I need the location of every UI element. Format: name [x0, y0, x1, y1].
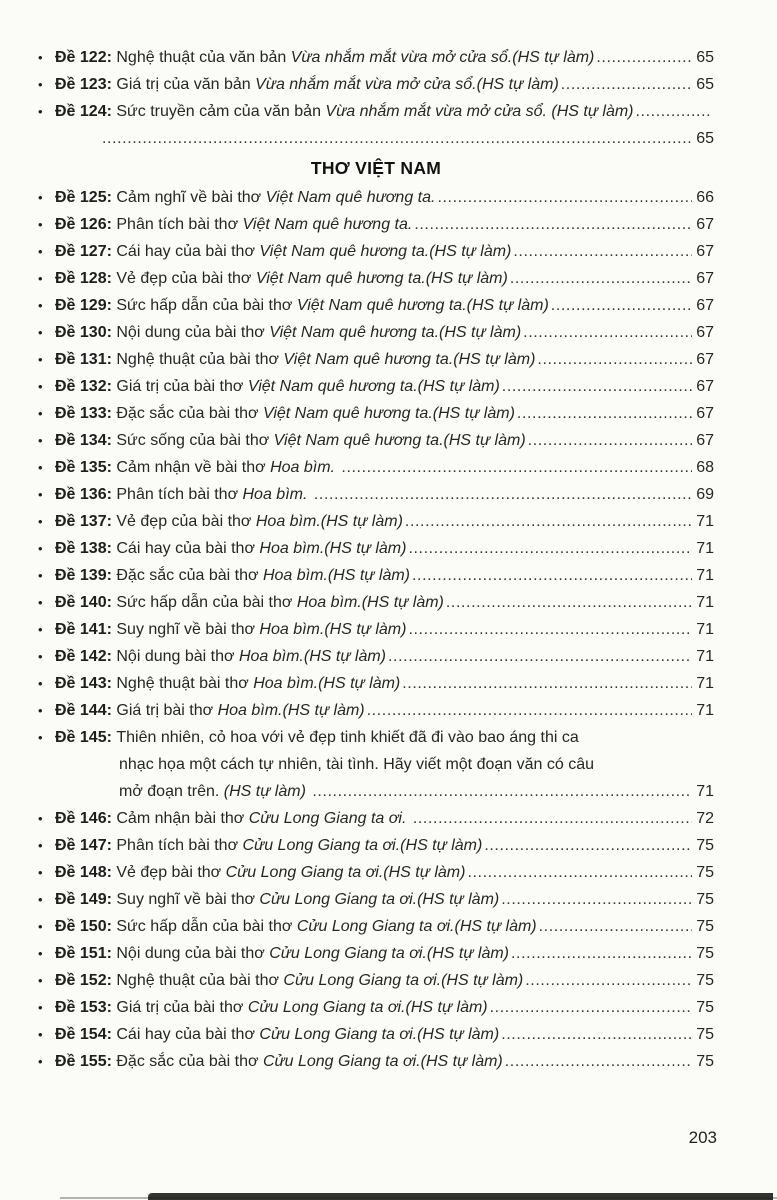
toc-entry	[38, 643, 714, 670]
entry-page: 75	[696, 1053, 714, 1070]
toc-entry	[38, 373, 714, 400]
entry-label: Đề 141:	[55, 621, 117, 638]
toc-entry	[38, 346, 714, 373]
entry-label: Đề 153:	[55, 999, 117, 1016]
entry-page: 71	[696, 513, 714, 530]
bullet-icon: •	[38, 190, 43, 205]
entry-title: Cửu Long Giang ta ơi.(HS tự làm)	[225, 864, 466, 881]
toc-entry	[38, 508, 714, 535]
entry-title: Việt Nam quê hương ta.(HS tự làm)	[247, 378, 500, 395]
bullet-icon: •	[38, 298, 43, 313]
bullet-icon: •	[38, 325, 43, 340]
leader-dots	[413, 805, 692, 832]
toc-entry-overflow	[38, 125, 714, 152]
bullet-icon: •	[38, 460, 43, 475]
entry-page: 75	[696, 864, 714, 881]
bullet-icon: •	[38, 568, 43, 583]
leader-dots	[467, 859, 692, 886]
entry-title: Cửu Long Giang ta ơi.(HS tự làm)	[283, 972, 524, 989]
entry-text: Giá trị của bài thơ	[116, 999, 248, 1016]
entry-page: 75	[696, 1026, 714, 1043]
entry-page: 65	[696, 76, 714, 93]
leader-dots	[511, 940, 692, 967]
entry-title: Cửu Long Giang ta ơi.(HS tự làm)	[259, 891, 500, 908]
entry-text: Cái hay của bài thơ	[116, 1026, 260, 1043]
leader-dots	[490, 994, 693, 1021]
entry-page: 67	[696, 270, 714, 287]
entry-text: Sức truyền cảm của văn bản	[116, 103, 326, 120]
toc-entry	[38, 994, 714, 1021]
leader-dots	[412, 562, 692, 589]
entry-text: Sức sống của bài thơ	[116, 432, 274, 449]
leader-dots	[537, 346, 692, 373]
entry-page: 71	[696, 567, 714, 584]
entry-title: Vừa nhắm mắt vừa mở cửa sổ.(HS tự làm)	[290, 49, 595, 66]
bullet-icon: •	[38, 892, 43, 907]
leader-dots	[405, 508, 692, 535]
entry-label: Đề 154:	[55, 1026, 117, 1043]
leader-dots	[414, 211, 692, 238]
toc-entry	[38, 454, 714, 481]
leader-dots	[388, 643, 692, 670]
entry-page: 71	[696, 540, 714, 557]
leader-dots	[561, 71, 692, 98]
entry-text: Đặc sắc của bài thơ	[116, 1053, 263, 1070]
entry-label: Đề 129:	[55, 297, 117, 314]
leader-dots	[341, 454, 692, 481]
bullet-icon: •	[38, 1054, 43, 1069]
entry-title: Hoa bìm.(HS tự làm)	[238, 648, 387, 665]
entry-label: Đề 137:	[55, 513, 117, 530]
entry-text: Phân tích bài thơ	[116, 837, 243, 854]
entry-label: Đề 128:	[55, 270, 117, 287]
leader-dots	[402, 670, 692, 697]
toc-entry	[38, 265, 714, 292]
leader-dots	[523, 319, 692, 346]
entry-page: 75	[696, 837, 714, 854]
entry-label: Đề 142:	[55, 648, 117, 665]
entry-label: Đề 135:	[55, 459, 117, 476]
leader-dots	[551, 292, 692, 319]
toc-entry	[38, 535, 714, 562]
toc-entry	[38, 238, 714, 265]
toc-entry	[38, 616, 714, 643]
entry-page: 71	[696, 621, 714, 638]
entry-text: Đặc sắc của bài thơ	[116, 405, 263, 422]
toc-entry	[38, 562, 714, 589]
bullet-icon: •	[38, 406, 43, 421]
bullet-icon: •	[38, 433, 43, 448]
entry-text: Sức hấp dẫn của bài thơ	[116, 594, 297, 611]
entry-label: Đề 149:	[55, 891, 117, 908]
entry-page: 71	[696, 648, 714, 665]
toc-entry	[38, 319, 714, 346]
toc-entry	[38, 940, 714, 967]
entry-page: 69	[696, 486, 714, 503]
bullet-icon: •	[38, 487, 43, 502]
entry-text: Suy nghĩ về bài thơ	[116, 891, 260, 908]
entry-page: 75	[696, 918, 714, 935]
entry-text: Nội dung của bài thơ	[116, 945, 270, 962]
leader-dots	[408, 535, 692, 562]
entry-label: Đề 123:	[55, 76, 117, 93]
toc-entry	[38, 724, 714, 751]
entry-text: Phân tích bài thơ	[116, 486, 243, 503]
entry-page: 71	[696, 783, 714, 800]
entry-label: Đề 125:	[55, 189, 117, 206]
entry-label: Đề 131:	[55, 351, 117, 368]
entry-title: Hoa bìm.(HS tự làm)	[296, 594, 444, 611]
entry-title: (HS tự làm)	[223, 783, 311, 800]
entry-page: 66	[696, 189, 714, 206]
entry-title: Hoa bìm.(HS tự làm)	[259, 621, 407, 638]
toc-entry	[38, 670, 714, 697]
bullet-icon: •	[38, 865, 43, 880]
entry-label: Đề 147:	[55, 837, 117, 854]
bullet-icon: •	[38, 50, 43, 65]
toc-entry	[38, 697, 714, 724]
toc-entry	[38, 184, 714, 211]
entry-page: 67	[696, 378, 714, 395]
entry-page: 67	[696, 351, 714, 368]
entry-title: Cửu Long Giang ta ơi.(HS tự làm)	[262, 1053, 503, 1070]
bullet-icon: •	[38, 676, 43, 691]
bullet-icon: •	[38, 919, 43, 934]
bullet-icon: •	[38, 595, 43, 610]
leader-dots	[437, 184, 692, 211]
toc-entry	[38, 589, 714, 616]
entry-text: Vẻ đẹp bài thơ	[116, 864, 226, 881]
entry-text: Sức hấp dẫn của bài thơ	[116, 918, 297, 935]
entry-text: Vẻ đẹp của bài thơ	[116, 513, 256, 530]
entry-label: Đề 139:	[55, 567, 117, 584]
entry-page: 67	[696, 216, 714, 233]
entry-label: Đề 130:	[55, 324, 117, 341]
entry-label: Đề 143:	[55, 675, 117, 692]
entry-text: Giá trị của bài thơ	[116, 378, 248, 395]
entry-label: Đề 132:	[55, 378, 117, 395]
entry-page: 67	[696, 297, 714, 314]
scan-edge	[148, 1193, 773, 1200]
entry-label: Đề 133:	[55, 405, 117, 422]
entry-label: Đề 150:	[55, 918, 117, 935]
bullet-icon: •	[38, 1027, 43, 1042]
entry-title: Việt Nam quê hương ta.	[242, 216, 413, 233]
entry-text: Cảm nhận bài thơ	[116, 810, 249, 827]
leader-dots	[539, 913, 693, 940]
bullet-icon: •	[38, 1000, 43, 1015]
leader-dots	[528, 427, 693, 454]
entry-text: Cái hay của bài thơ	[116, 243, 260, 260]
toc-entry-line	[38, 778, 714, 805]
page-number: 203	[688, 1128, 717, 1147]
bullet-icon: •	[38, 541, 43, 556]
entry-text: Thiên nhiên, cỏ hoa với vẻ đẹp tinh khiết đã đi vào bao áng thi ca	[116, 729, 579, 746]
entry-title: Hoa bìm.(HS tự làm)	[262, 567, 410, 584]
leader-dots	[517, 400, 692, 427]
entry-text: Phân tích bài thơ	[116, 216, 243, 233]
entry-label: Đề 151:	[55, 945, 117, 962]
bullet-icon: •	[38, 379, 43, 394]
bullet-icon: •	[38, 730, 43, 745]
toc-entry-line	[38, 751, 714, 778]
toc-entry	[38, 481, 714, 508]
bullet-icon: •	[38, 104, 43, 119]
entry-label: Đề 140:	[55, 594, 117, 611]
entry-label: Đề 124:	[55, 103, 117, 120]
leader-dots	[484, 832, 692, 859]
entry-text: Cái hay của bài thơ	[116, 540, 260, 557]
entry-page: 75	[696, 945, 714, 962]
entry-page: 71	[696, 702, 714, 719]
bullet-icon: •	[38, 217, 43, 232]
toc-entry	[38, 967, 714, 994]
leader-dots	[596, 44, 692, 71]
entry-page: 72	[696, 810, 714, 827]
entry-text: Cảm nghĩ về bài thơ	[116, 189, 266, 206]
leader-dots	[102, 125, 692, 152]
bullet-icon: •	[38, 946, 43, 961]
entry-page: 75	[696, 999, 714, 1016]
entry-label: Đề 145:	[55, 729, 117, 746]
entry-text: Vẻ đẹp của bài thơ	[116, 270, 256, 287]
entry-title: Việt Nam quê hương ta.(HS tự làm)	[296, 297, 549, 314]
bullet-icon: •	[38, 811, 43, 826]
leader-dots	[513, 238, 692, 265]
bullet-icon: •	[38, 514, 43, 529]
entry-title: Việt Nam quê hương ta.(HS tự làm)	[273, 432, 526, 449]
toc-entry	[38, 211, 714, 238]
entry-title: Vừa nhắm mắt vừa mở cửa sổ.(HS tự làm)	[255, 76, 559, 93]
entry-label: Đề 127:	[55, 243, 117, 260]
entry-title: Việt Nam quê hương ta.(HS tự làm)	[262, 405, 515, 422]
leader-dots	[525, 967, 692, 994]
bullet-icon: •	[38, 703, 43, 718]
entry-title: Hoa bìm.(HS tự làm)	[255, 513, 403, 530]
entry-label: Đề 144:	[55, 702, 117, 719]
entry-label: Đề 134:	[55, 432, 117, 449]
toc-entry	[38, 913, 714, 940]
bullet-icon: •	[38, 352, 43, 367]
toc-entry	[38, 886, 714, 913]
entry-title: Cửu Long Giang ta ơi.(HS tự làm)	[296, 918, 537, 935]
entry-text: Giá trị bài thơ	[116, 702, 218, 719]
toc-entry	[38, 859, 714, 886]
leader-dots	[408, 616, 692, 643]
entry-text: Sức hấp dẫn của bài thơ	[116, 297, 297, 314]
leader-dots	[502, 373, 692, 400]
leader-dots	[312, 778, 692, 805]
bullet-icon: •	[38, 77, 43, 92]
entry-title: Cửu Long Giang ta ơi.(HS tự làm)	[259, 1026, 500, 1043]
toc-entry	[38, 1048, 714, 1075]
entry-title: Cửu Long Giang ta ơi.	[248, 810, 411, 827]
entry-title: Việt Nam quê hương ta.	[265, 189, 436, 206]
leader-dots	[314, 481, 692, 508]
entry-page: 65	[696, 49, 714, 66]
toc-entry	[38, 1021, 714, 1048]
bullet-icon: •	[38, 838, 43, 853]
entry-page: 67	[696, 405, 714, 422]
toc-entry	[38, 71, 714, 98]
entry-text: Cảm nhận về bài thơ	[116, 459, 271, 476]
entry-text: nhạc họa một cách tự nhiên, tài tình. Hãy viết một đoạn văn có câu	[119, 756, 594, 773]
toc-entry	[38, 832, 714, 859]
bullet-icon: •	[38, 244, 43, 259]
entry-title: Vừa nhắm mắt vừa mở cửa sổ. (HS tự làm)	[325, 103, 634, 120]
entry-title: Cửu Long Giang ta ơi.(HS tự làm)	[269, 945, 510, 962]
entry-label: Đề 138:	[55, 540, 117, 557]
leader-dots	[636, 98, 712, 125]
entry-title: Hoa bìm.(HS tự làm)	[259, 540, 407, 557]
entry-page: 75	[696, 891, 714, 908]
toc-entry	[38, 400, 714, 427]
entry-text: Nội dung bài thơ	[116, 648, 239, 665]
leader-dots	[367, 697, 693, 724]
entry-label: Đề 122:	[55, 49, 117, 66]
entry-text: mở đoạn trên.	[119, 783, 224, 800]
entry-title: Cửu Long Giang ta ơi.(HS tự làm)	[247, 999, 488, 1016]
entry-label: Đề 148:	[55, 864, 117, 881]
toc-entry	[38, 44, 714, 71]
entry-title: Hoa bìm.(HS tự làm)	[253, 675, 401, 692]
entry-page: 71	[696, 594, 714, 611]
entry-label: Đề 146:	[55, 810, 117, 827]
entry-title: Hoa bìm.	[242, 486, 312, 503]
entry-text: Nghệ thuật của bài thơ	[116, 351, 284, 368]
entry-text: Giá trị của văn bản	[116, 76, 256, 93]
entry-label: Đề 152:	[55, 972, 117, 989]
entry-label: Đề 136:	[55, 486, 117, 503]
leader-dots	[505, 1048, 692, 1075]
entry-page: 65	[696, 130, 714, 147]
entry-title: Việt Nam quê hương ta.(HS tự làm)	[283, 351, 536, 368]
toc-entry	[38, 805, 714, 832]
toc-entry	[38, 98, 714, 125]
entry-page: 67	[696, 324, 714, 341]
bullet-icon: •	[38, 973, 43, 988]
entry-page: 67	[696, 243, 714, 260]
toc-list	[38, 44, 714, 1075]
entry-text: Nghệ thuật của văn bản	[116, 49, 291, 66]
entry-title: Cửu Long Giang ta ơi.(HS tự làm)	[242, 837, 483, 854]
toc-entry	[38, 292, 714, 319]
entry-title: Hoa bìm.	[270, 459, 340, 476]
entry-text: Suy nghĩ về bài thơ	[116, 621, 260, 638]
leader-dots	[510, 265, 692, 292]
bullet-icon: •	[38, 622, 43, 637]
bullet-icon: •	[38, 649, 43, 664]
leader-dots	[501, 886, 692, 913]
entry-title: Việt Nam quê hương ta.(HS tự làm)	[259, 243, 512, 260]
entry-text: Nghệ thuật của bài thơ	[116, 972, 284, 989]
section-heading: THƠ VIỆT NAM	[310, 158, 442, 178]
entry-page: 67	[696, 432, 714, 449]
entry-title: Hoa bìm.(HS tự làm)	[217, 702, 365, 719]
entry-text: Đặc sắc của bài thơ	[116, 567, 263, 584]
leader-dots	[446, 589, 692, 616]
entry-text: Nghệ thuật bài thơ	[116, 675, 254, 692]
entry-title: Việt Nam quê hương ta.(HS tự làm)	[269, 324, 522, 341]
entry-label: Đề 126:	[55, 216, 117, 233]
entry-text: Nội dung của bài thơ	[116, 324, 270, 341]
leader-dots	[501, 1021, 692, 1048]
bullet-icon: •	[38, 271, 43, 286]
entry-label: Đề 155:	[55, 1053, 117, 1070]
entry-page: 71	[696, 675, 714, 692]
entry-title: Việt Nam quê hương ta.(HS tự làm)	[255, 270, 508, 287]
entry-page: 68	[696, 459, 714, 476]
toc-entry	[38, 427, 714, 454]
entry-page: 75	[696, 972, 714, 989]
